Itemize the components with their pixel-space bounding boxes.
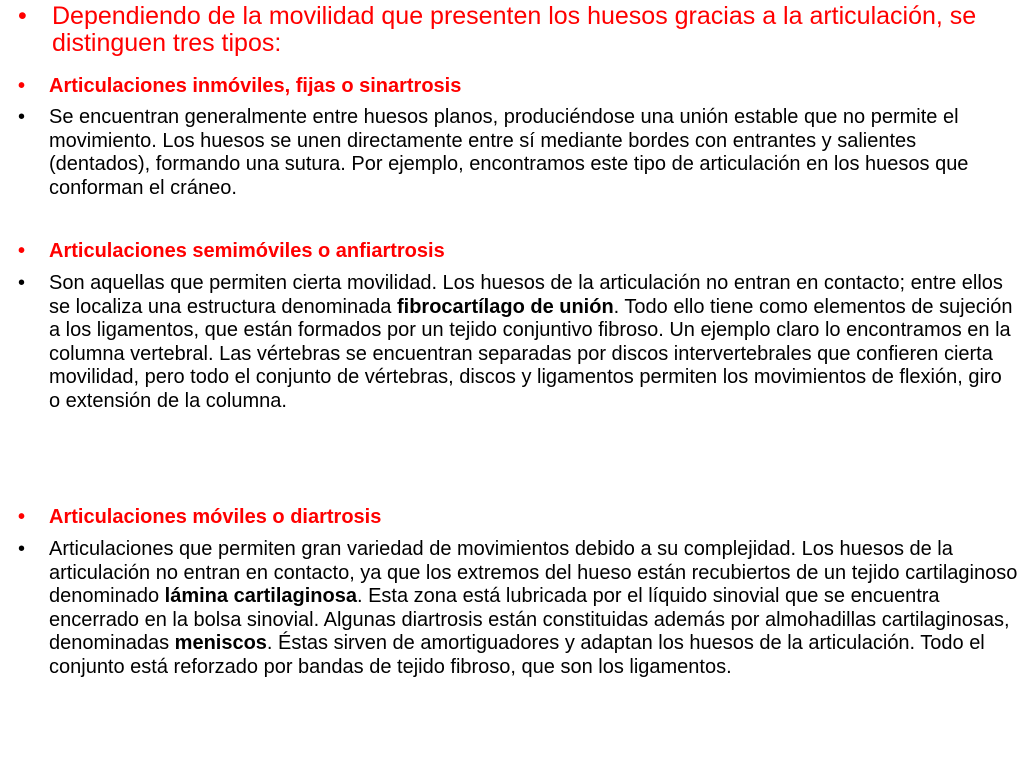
body-text-part: Articulaciones que permiten gran variedad de movimientos debido a su complejidad. Los huesos de la articulación no entran en contacto, ya que los extremos del hueso están recubiertos de un tejido cartilaginoso denominado [49, 538, 1018, 607]
body-text-part: . Esta zona está lubricada por el líquido sinovial que se encuentra encerrado en la bolsa sinovial. Algunas diartrosis están constituidas además por almohadillas cartilaginosas, denominadas [49, 585, 1010, 654]
intro-bullet [18, 3, 1018, 57]
bold-term: meniscos [174, 632, 267, 654]
body-anfiartrosis [18, 272, 1018, 413]
body-sinartrosis [18, 106, 1018, 200]
body-text [49, 106, 1018, 200]
body-text-part: Se encuentran generalmente entre huesos planos, produciéndose una unión estable que no permite el movimiento. Los huesos se unen directamente entre sí mediante bordes con entrantes y salientes (dentados), formando una sutura. Por ejemplo, encontramos este tipo de articulación en los huesos que conforman el cráneo. [49, 106, 969, 199]
body-text [49, 272, 1018, 413]
bullet-icon: • [18, 240, 26, 262]
body-diartrosis [18, 538, 1018, 679]
bullet-icon: • [18, 2, 27, 30]
bold-term: lámina cartilaginosa [164, 585, 357, 607]
heading-text: Articulaciones semimóviles o anfiartrosis [49, 240, 445, 262]
heading-text: Articulaciones inmóviles, fijas o sinartrosis [49, 75, 462, 97]
body-text [49, 538, 1018, 679]
heading-sinartrosis [18, 75, 1018, 99]
heading-anfiartrosis [18, 240, 1018, 264]
bullet-icon: • [18, 506, 26, 528]
bullet-icon: • [18, 538, 26, 560]
intro-text: Dependiendo de la movilidad que presenten los huesos gracias a la articulación, se distinguen tres tipos: [52, 2, 977, 57]
bullet-icon: • [18, 106, 26, 128]
body-text-part: Son aquellas que permiten cierta movilidad. Los huesos de la articulación no entran en contacto; entre ellos se localiza una estructura denominada [49, 272, 1003, 318]
bullet-icon: • [18, 75, 26, 97]
heading-text: Articulaciones móviles o diartrosis [49, 506, 382, 528]
body-text-part: . Todo ello tiene como elementos de sujeción a los ligamentos, que están formados por un tejido conjuntivo fibroso. Un ejemplo claro lo encontramos en la columna vertebral. Las vértebras se encuentran separadas por discos intervertebrales que confieren cierta movilidad, pero todo el conjunto de vértebras, discos y ligamentos permiten los movimientos de flexión, giro o extensión de la columna. [49, 295, 1013, 412]
body-text-part: . Éstas sirven de amortiguadores y adaptan los huesos de la articulación. Todo el conjunto está reforzado por bandas de tejido fibroso, que son los ligamentos. [49, 632, 985, 678]
heading-diartrosis [18, 506, 1018, 530]
bullet-icon: • [18, 272, 26, 294]
bold-term: fibrocartílago de unión [397, 295, 614, 318]
